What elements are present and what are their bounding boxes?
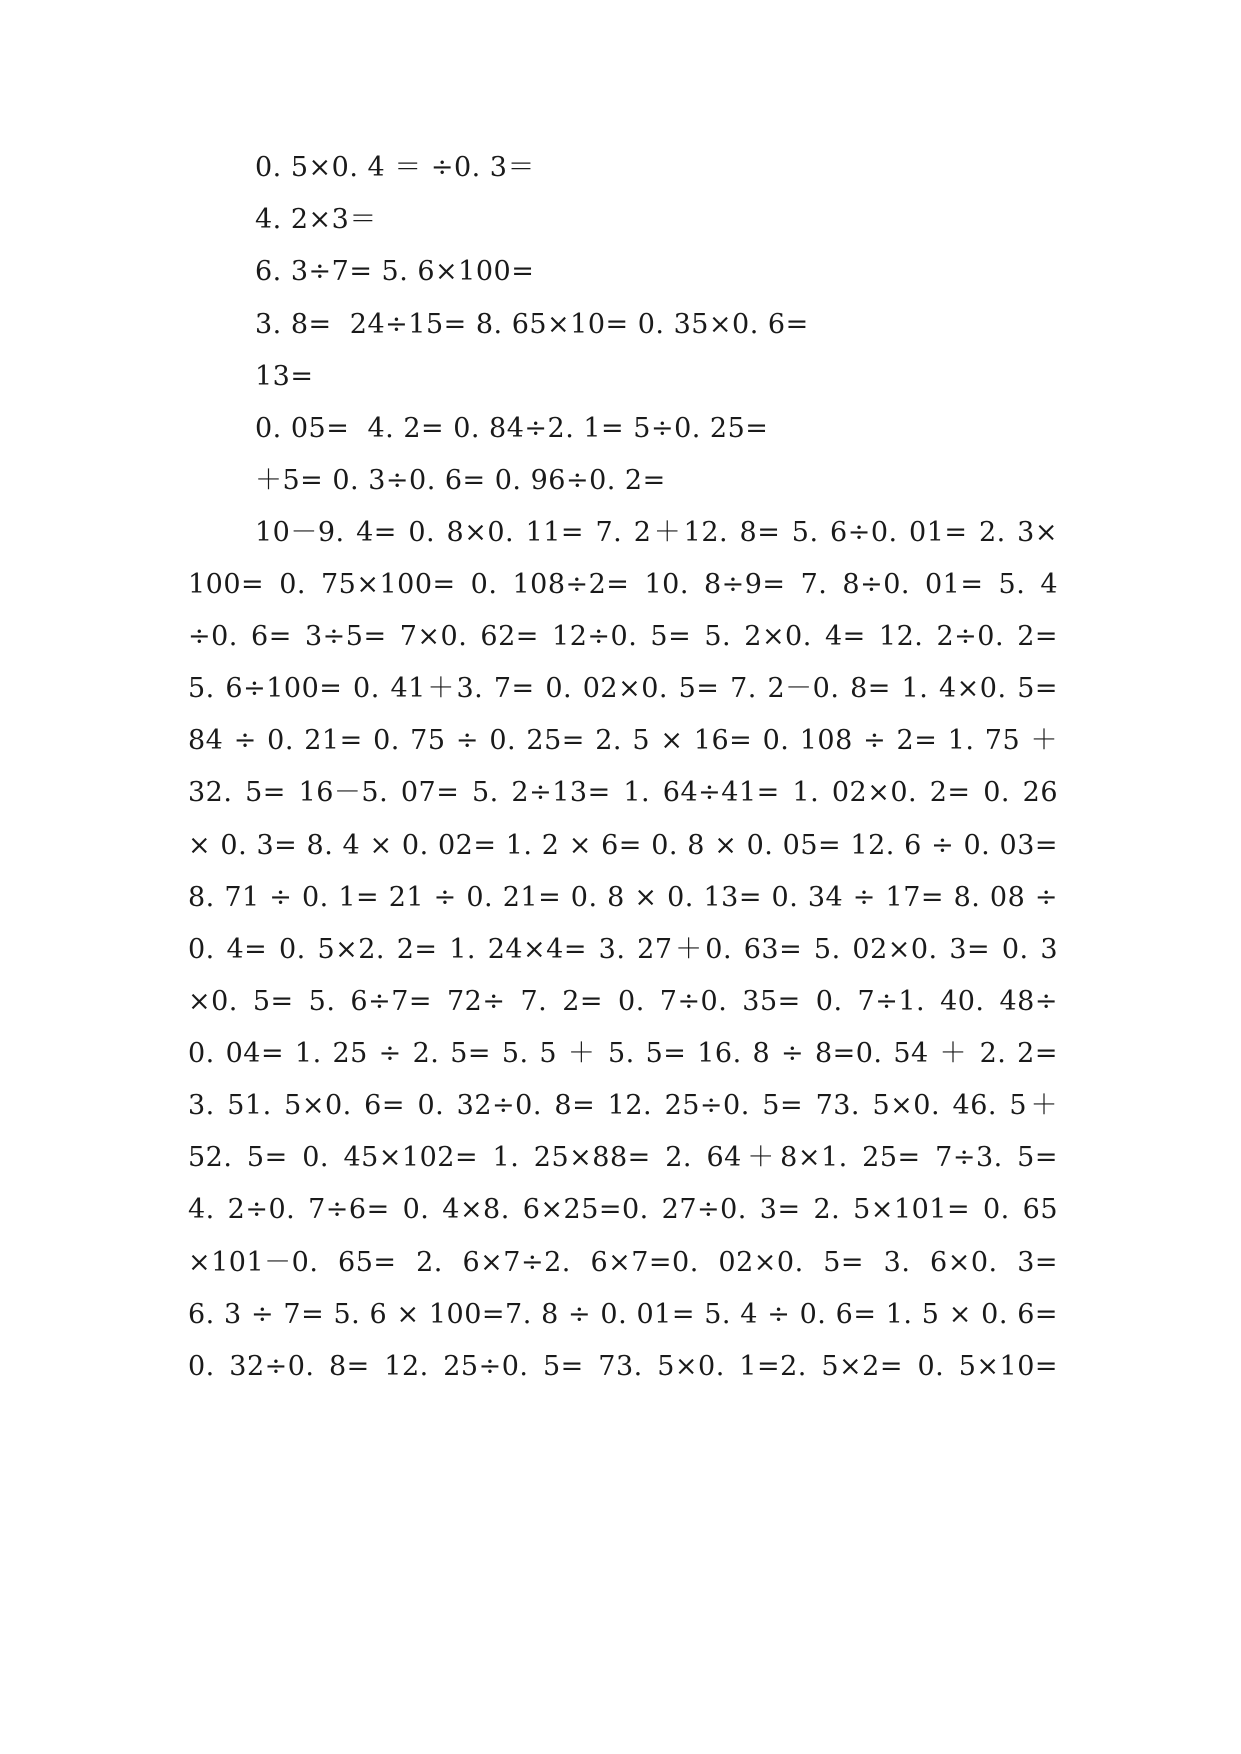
text-line-1: 0. 5×0. 4 ＝ ÷0. 3＝	[255, 152, 535, 183]
text-line-24: 0. 32÷0. 8= 12. 25÷0. 5= 73. 5×0. 1=2. 5×2= 0. 5×10=	[188, 1351, 1058, 1382]
text-line-15: 8. 71 ÷ 0. 1= 21 ÷ 0. 21= 0. 8 × 0. 13= 0. 34 ÷ 17= 8. 08 ÷	[188, 882, 1058, 913]
text-line-23: 6. 3 ÷ 7= 5. 6 × 100=7. 8 ÷ 0. 01= 5. 4 ÷ 0. 6= 1. 5 × 0. 6=	[188, 1299, 1058, 1330]
text-line-10: ÷0. 6= 3÷5= 7×0. 62= 12÷0. 5= 5. 2×0. 4= 12. 2÷0. 2=	[188, 621, 1058, 652]
text-line-2: 4. 2×3＝	[255, 204, 377, 235]
text-line-19: 3. 51. 5×0. 6= 0. 32÷0. 8= 12. 25÷0. 5= 73. 5×0. 46. 5＋	[188, 1090, 1058, 1121]
text-line-8: 10－9. 4= 0. 8×0. 11= 7. 2＋12. 8= 5. 6÷0. 01= 2. 3×	[255, 517, 1058, 548]
text-line-3: 6. 3÷7= 5. 6×100=	[255, 256, 535, 287]
text-line-12: 84 ÷ 0. 21= 0. 75 ÷ 0. 25= 2. 5 × 16= 0. 108 ÷ 2= 1. 75 ＋	[188, 725, 1058, 756]
text-line-6: 0. 05= 4. 2= 0. 84÷2. 1= 5÷0. 25=	[255, 413, 769, 444]
text-line-9: 100= 0. 75×100= 0. 108÷2= 10. 8÷9= 7. 8÷0. 01= 5. 4	[188, 569, 1058, 600]
text-line-17: ×0. 5= 5. 6÷7= 72÷ 7. 2= 0. 7÷0. 35= 0. 7÷1. 40. 48÷	[188, 986, 1058, 1017]
text-line-11: 5. 6÷100= 0. 41＋3. 7= 0. 02×0. 5= 7. 2－0. 8= 1. 4×0. 5=	[188, 673, 1058, 704]
text-line-16: 0. 4= 0. 5×2. 2= 1. 24×4= 3. 27＋0. 63= 5. 02×0. 3= 0. 3	[188, 934, 1058, 965]
text-line-4: 3. 8= 24÷15= 8. 65×10= 0. 35×0. 6=	[255, 309, 809, 340]
text-line-18: 0. 04= 1. 25 ÷ 2. 5= 5. 5 ＋ 5. 5= 16. 8 ÷ 8=0. 54 ＋ 2. 2=	[188, 1038, 1058, 1069]
text-line-21: 4. 2÷0. 7÷6= 0. 4×8. 6×25=0. 27÷0. 3= 2. 5×101= 0. 65	[188, 1194, 1058, 1225]
text-line-20: 52. 5= 0. 45×102= 1. 25×88= 2. 64＋8×1. 25= 7÷3. 5=	[188, 1142, 1058, 1173]
text-line-7: ＋5= 0. 3÷0. 6= 0. 96÷0. 2=	[255, 465, 666, 496]
text-line-13: 32. 5= 16－5. 07= 5. 2÷13= 1. 64÷41= 1. 02×0. 2= 0. 26	[188, 777, 1058, 808]
text-line-5: 13=	[255, 361, 314, 392]
text-line-22: ×101－0. 65= 2. 6×7÷2. 6×7=0. 02×0. 5= 3. 6×0. 3=	[188, 1247, 1058, 1278]
text-line-14: × 0. 3= 8. 4 × 0. 02= 1. 2 × 6= 0. 8 × 0. 05= 12. 6 ÷ 0. 03=	[188, 830, 1058, 861]
